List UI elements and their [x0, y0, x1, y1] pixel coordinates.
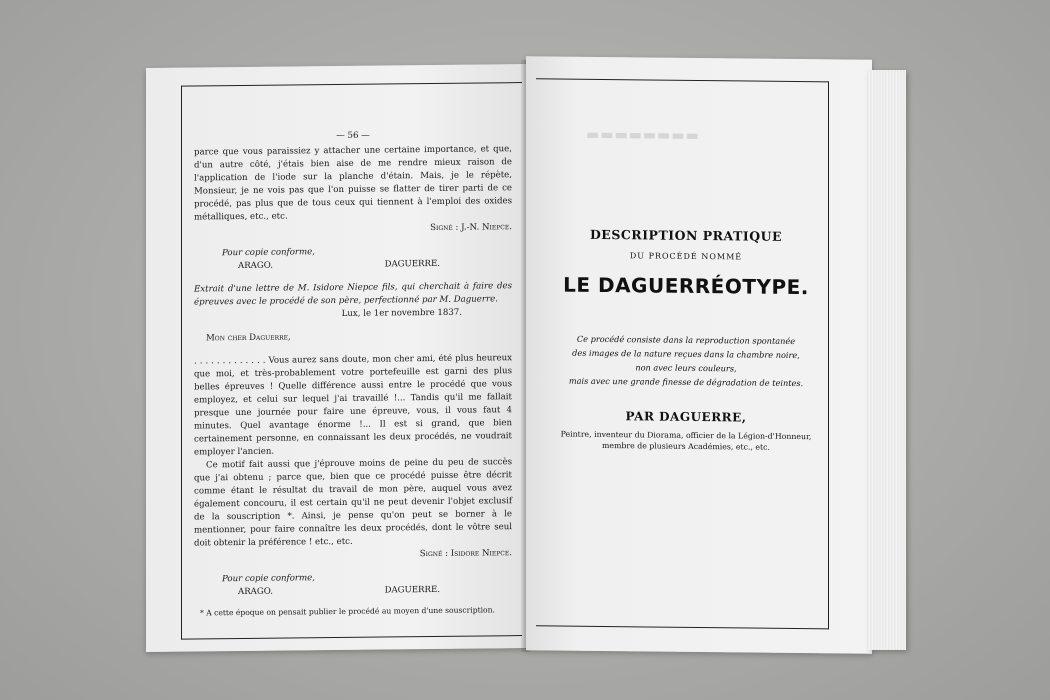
- abstract: [536, 331, 836, 390]
- byline-line: Peintre, inventeur du Diorama, officier de la Légion-d'Honneur,: [560, 429, 812, 442]
- paragraph-1: parce que vous paraissiez y attacher une certaine importance, et que, d'un autre côté, j'étais bien aise de me rendre mieux raison de l'application de l'iode sur la planche d'étain. Mais, je le répète, Monsieur, je ne vois pas que l'on puisse se flatter de tirer parti de ce procédé, pas plus que de tous ceux qui tiennent à l'emploi des oxides métalliques, etc., etc.: [194, 144, 512, 223]
- salutation: Mon cher Daguerre,: [206, 332, 291, 344]
- copy-label-2: Pour copie conforme,: [222, 573, 315, 585]
- copy-names-2: [238, 584, 440, 599]
- signature-2: Signé : Isidore Niepce.: [419, 548, 512, 560]
- abstract-line: Ce procédé consiste dans la reproduction spontanée: [576, 333, 796, 347]
- dateline: Lux, le 1er novembre 1837.: [341, 307, 462, 319]
- paragraph-3: Ce motif fait aussi que j'éprouve moins de peine du peu de succès que j'ai obtenu ; parce que, bien que ce procédé puisse être décrit comme étant le résultat du travail de mon père, auquel vous avez également concouru, il est certain qu'il ne peut devenir l'objet exclusif de la souscription *. Ainsi, je pense qu'on peut se borner à le mentionner, pour faire connaître les deux procédés, dont le vôtre seul doit obtenir la préférence ! etc., etc.: [194, 457, 512, 549]
- copy-name-arago: ARAGO.: [238, 260, 274, 272]
- byline-line: membre de plusieurs Académies, etc., etc.: [602, 440, 770, 452]
- left-page: [146, 64, 526, 652]
- abstract-line: mais avec une grande finesse de dégradation de teintes.: [568, 375, 804, 389]
- byline: [536, 428, 836, 453]
- extract-heading: Extrait d'une lettre de M. Isidore Niepce fils, qui cherchait à faire des épreuves avec le procédé de son père, perfectionné par M. Daguerre.: [194, 281, 512, 308]
- paragraph-2: . . . . . . . . . . . . . Vous aurez sans doute, mon cher ami, été plus heureux que moi, et très-probablement votre portefeuille est garni des plus belles épreuves ! Quelle différence aussi entre le procédé que vous employez, et celui sur lequel j'ai travaillé !... Tandis qu'il me fallait presque une journée pour faire une épreuve, vous, il vous faut 4 minutes. Quel avantage énorme !... Il est si grand, que bien certainement personne, en connaissant les deux procédés, ne voudrait employer l'ancien.: [194, 353, 512, 458]
- copy-name-daguerre-2: DAGUERRE.: [384, 584, 440, 596]
- copy-name-daguerre: DAGUERRE.: [384, 258, 440, 270]
- abstract-line: non avec leurs couleurs,: [635, 362, 737, 374]
- copy-names-1: [238, 258, 440, 273]
- copy-name-arago-2: ARAGO.: [238, 586, 274, 598]
- title-line-2: DU PROCÉDÉ NOMMÉ: [629, 251, 743, 262]
- page-number: — 56 —: [336, 130, 370, 141]
- author: PAR DAGUERRE,: [625, 409, 747, 425]
- signature-1: Signé : J.-N. Niepce.: [430, 222, 512, 234]
- title-line-3: LE DAGUERRÉOTYPE.: [563, 272, 809, 300]
- copy-label-1: Pour copie conforme,: [222, 247, 315, 259]
- abstract-line: des images de la nature reçues dans la chambre noire,: [572, 347, 800, 361]
- footnote: * A cette époque on pensait publier le procédé au moyen d'une souscription.: [200, 605, 495, 618]
- show-through-text: ▬▬▬▬▬▬▬▬: [586, 126, 700, 145]
- title-line-1: DESCRIPTION PRATIQUE: [589, 226, 783, 244]
- page-edges: [868, 70, 906, 650]
- right-page: [526, 56, 872, 654]
- left-page-text: [194, 128, 512, 618]
